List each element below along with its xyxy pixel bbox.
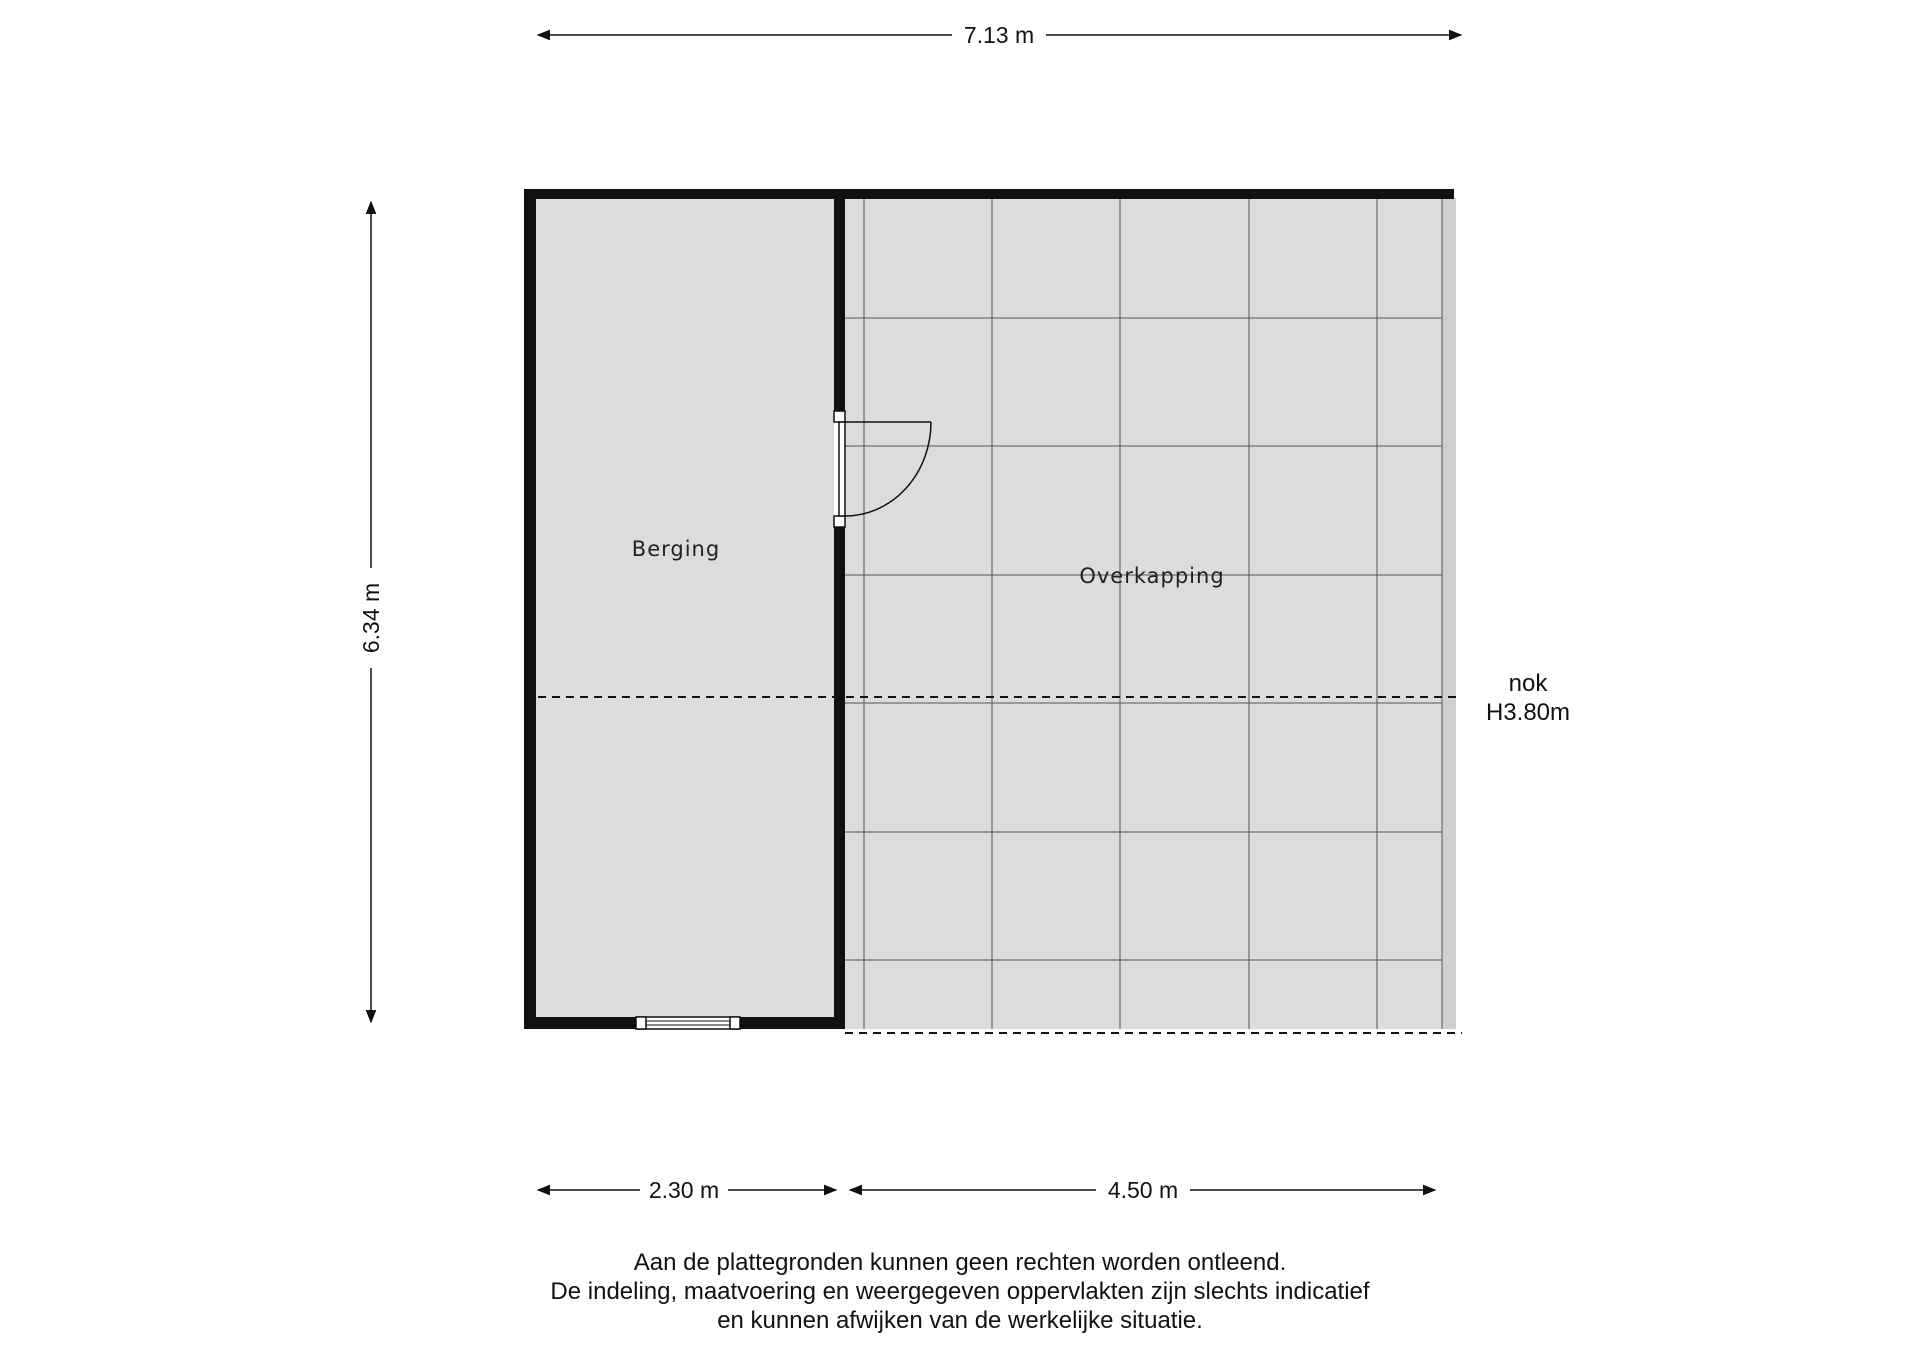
nok-height: H3.80m — [1485, 699, 1571, 726]
dimension-left — [358, 202, 384, 1022]
wall-top — [524, 189, 1454, 199]
window — [636, 1017, 740, 1029]
wall-middle-upper — [834, 189, 845, 411]
wall-left — [524, 189, 536, 1029]
dimension-bottom-left — [538, 1177, 836, 1203]
dimension-bottom-left-label: 2.30 m — [648, 1177, 720, 1203]
dimension-left-label: 6.34 m — [358, 582, 384, 654]
room-label-berging: Berging — [631, 537, 721, 561]
berging-floor — [536, 198, 834, 1017]
overkapping-edge-shade — [1442, 198, 1456, 1029]
door-jamb-bottom — [834, 516, 845, 527]
wall-middle-lower — [834, 527, 845, 1029]
dimension-bottom-right-label: 4.50 m — [1107, 1177, 1179, 1203]
dimension-bottom-right — [850, 1177, 1435, 1203]
overkapping-floor — [845, 198, 1442, 1029]
disclaimer-line-1: Aan de plattegronden kunnen geen rechten worden ontleend. — [633, 1249, 1287, 1276]
dimension-top-label: 7.13 m — [963, 22, 1035, 48]
dimension-top — [538, 22, 1461, 48]
room-label-overkapping: Overkapping — [1079, 564, 1225, 588]
door-jamb-top — [834, 411, 845, 422]
nok-label: nok — [1508, 670, 1548, 697]
disclaimer-line-2: De indeling, maatvoering en weergegeven oppervlakten zijn slechts indicatief — [550, 1278, 1370, 1305]
disclaimer-line-3: en kunnen afwijken van de werkelijke situatie. — [717, 1307, 1203, 1334]
disclaimer — [460, 1248, 1460, 1335]
